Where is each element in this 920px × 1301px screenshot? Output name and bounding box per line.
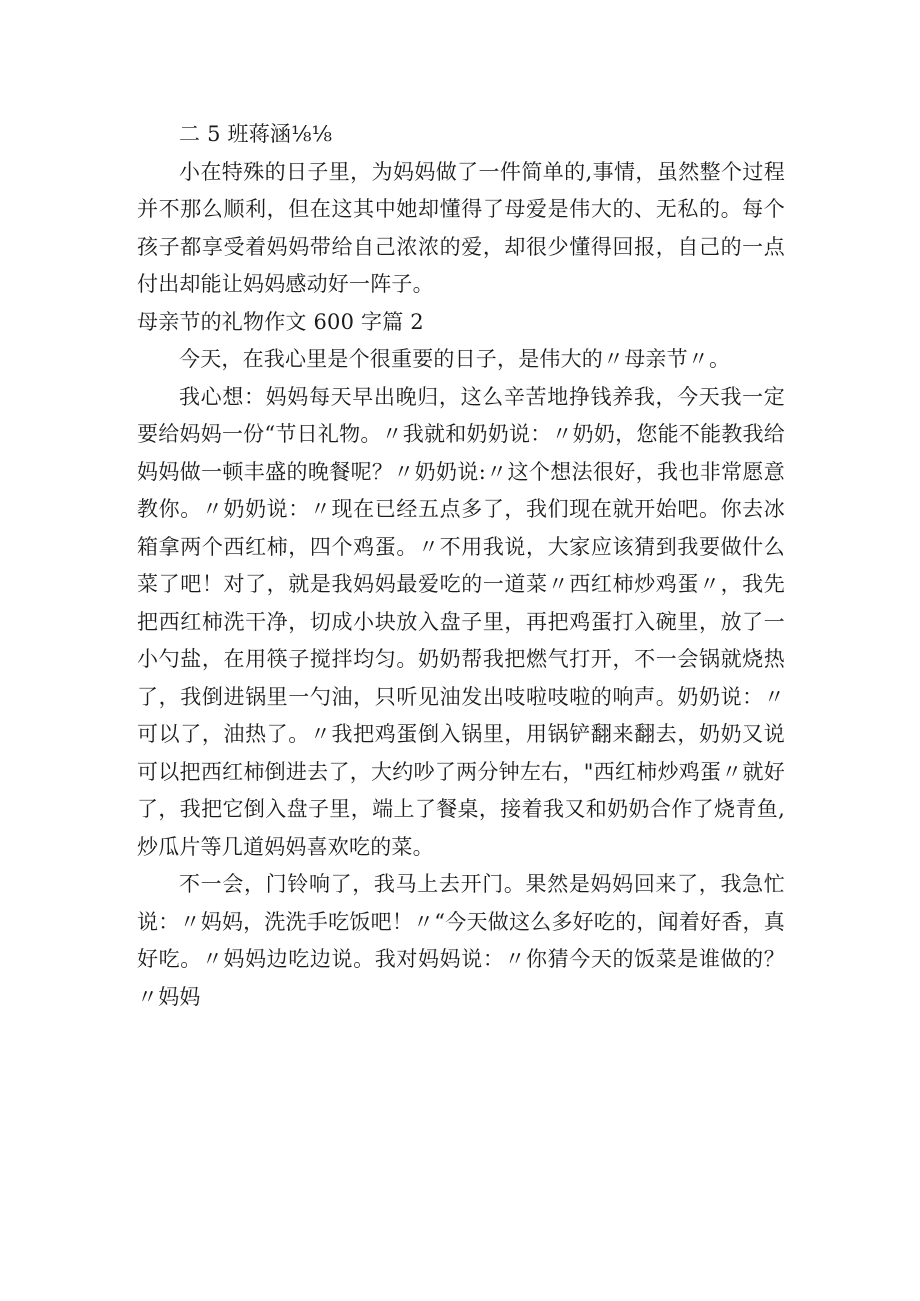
document-body [137, 116, 785, 1016]
paragraph: 我心想：妈妈每天早出晚归，这么辛苦地挣钱养我，今天我一定要给妈妈一份“节日礼物。〃我就和奶奶说：〃奶奶，您能不能教我给妈妈做一顿丰盛的晚餐呢？〃奶奶说:〃这个想法很好，我也非常愿意教你。〃奶奶说：〃现在已经五点多了，我们现在就开始吧。你去冰箱拿两个西红柿，四个鸡蛋。〃不用我说，大家应该猜到我要做什么菜了吧！对了，就是我妈妈最爱吃的一道菜〃西红柿炒鸡蛋〃，我先把西红柿洗干净，切成小块放入盘子里，再把鸡蛋打入碗里，放了一小勺盐，在用筷子搅拌均匀。奶奶帮我把燃气打开，不一会锅就烧热了，我倒进锅里一勺油，只听见油发出吱啦吱啦的响声。奶奶说：〃可以了，油热了。〃我把鸡蛋倒入锅里，用锅铲翻来翻去，奶奶又说可以把西红柿倒进去了，大约吵了两分钟左右，"西红柿炒鸡蛋〃就好了，我把它倒入盘子里，端上了餐桌，接着我又和奶奶合作了烧青鱼,炒瓜片等几道妈妈喜欢吃的菜。 [137, 384, 785, 859]
section-heading: 母亲节的礼物作文 600 字篇 2 [137, 309, 424, 334]
paragraph: 不一会，门铃响了，我马上去开门。果然是妈妈回来了，我急忙说：〃妈妈，洗洗手吃饭吧！〃“今天做这么多好吃的，闻着好香，真好吃。〃妈妈边吃边说。我对妈妈说：〃你猜今天的饭菜是谁做的？〃妈妈 [137, 872, 785, 1009]
paragraph: 今天，在我心里是个很重要的日子，是伟大的〃母亲节〃。 [179, 347, 731, 371]
byline: 二 5 班蒋涵⅛⅛ [179, 122, 333, 146]
paragraph: 小在特殊的日子里，为妈妈做了一件简单的,事情，虽然整个过程并不那么顺利，但在这其中她却懂得了母爱是伟大的、无私的。每个孩子都享受着妈妈带给自己浓浓的爱，却很少懂得回报，自己的一点付出却能让妈妈感动好一阵子。 [137, 159, 785, 296]
